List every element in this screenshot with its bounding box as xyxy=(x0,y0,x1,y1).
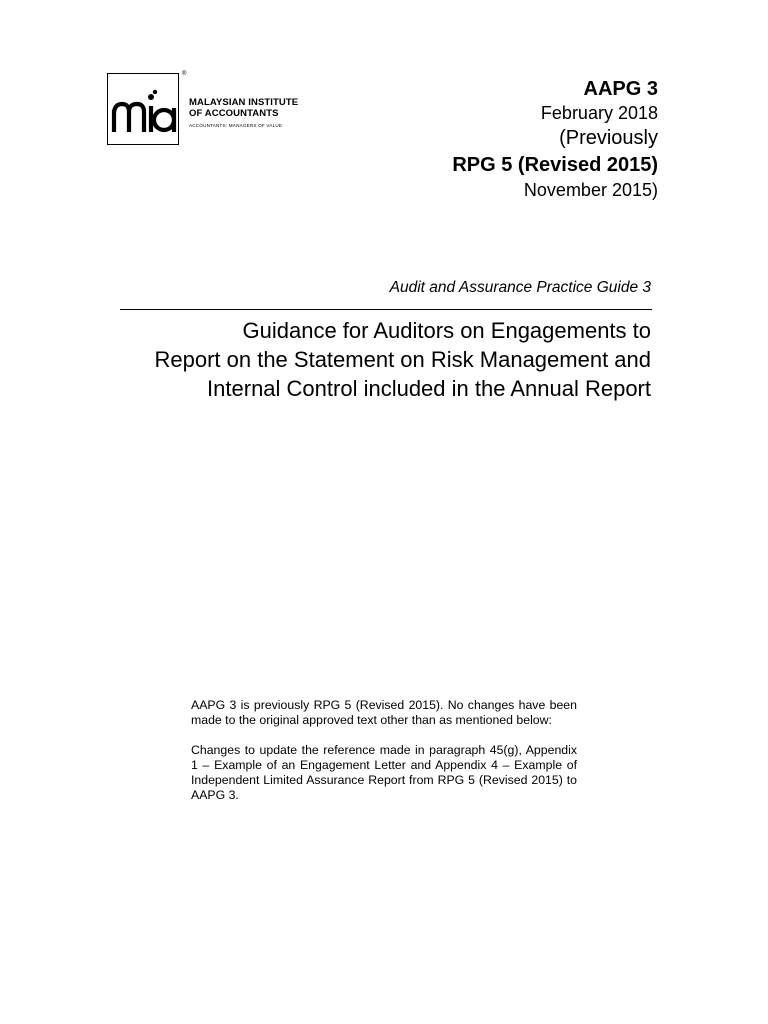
previous-document-date: November 2015) xyxy=(523,180,658,200)
registered-mark: ® xyxy=(182,71,187,77)
institute-tagline: ACCOUNTANTS: MANAGERS OF VALUE xyxy=(189,123,283,128)
document-date: February 2018 xyxy=(540,103,658,123)
document-code: AAPG 3 xyxy=(583,78,658,100)
series-subtitle: Audit and Assurance Practice Guide 3 xyxy=(389,279,651,296)
note-paragraph-2: Changes to update the reference made in paragraph 45(g), Appendix 1 – Example of an Engagement Letter and Appendix 4 – Example of Independent Limited Assurance Report from RPG 5 (Revised 2015) to AAPG 3. xyxy=(191,743,577,802)
document-title xyxy=(91,316,651,403)
mia-logo-mark xyxy=(107,73,179,145)
previous-document-code: RPG 5 (Revised 2015) xyxy=(452,154,658,176)
mia-logo xyxy=(107,73,297,147)
title-line1: Guidance for Auditors on Engagements to xyxy=(242,318,651,343)
document-identifier xyxy=(452,76,658,202)
revision-note xyxy=(191,698,577,818)
previously-label: (Previously xyxy=(559,127,658,149)
note-paragraph-1: AAPG 3 is previously RPG 5 (Revised 2015). No changes have been made to the original approved text other than as mentioned below: xyxy=(191,698,577,727)
title-divider xyxy=(120,309,652,310)
mia-logo-graphic xyxy=(108,74,179,145)
institute-name xyxy=(189,97,298,119)
title-line2: Report on the Statement on Risk Management and xyxy=(154,347,651,372)
institute-name-line2: OF ACCOUNTANTS xyxy=(189,108,279,119)
institute-name-line1: MALAYSIAN INSTITUTE xyxy=(189,97,299,108)
title-line3: Internal Control included in the Annual Report xyxy=(207,376,651,401)
